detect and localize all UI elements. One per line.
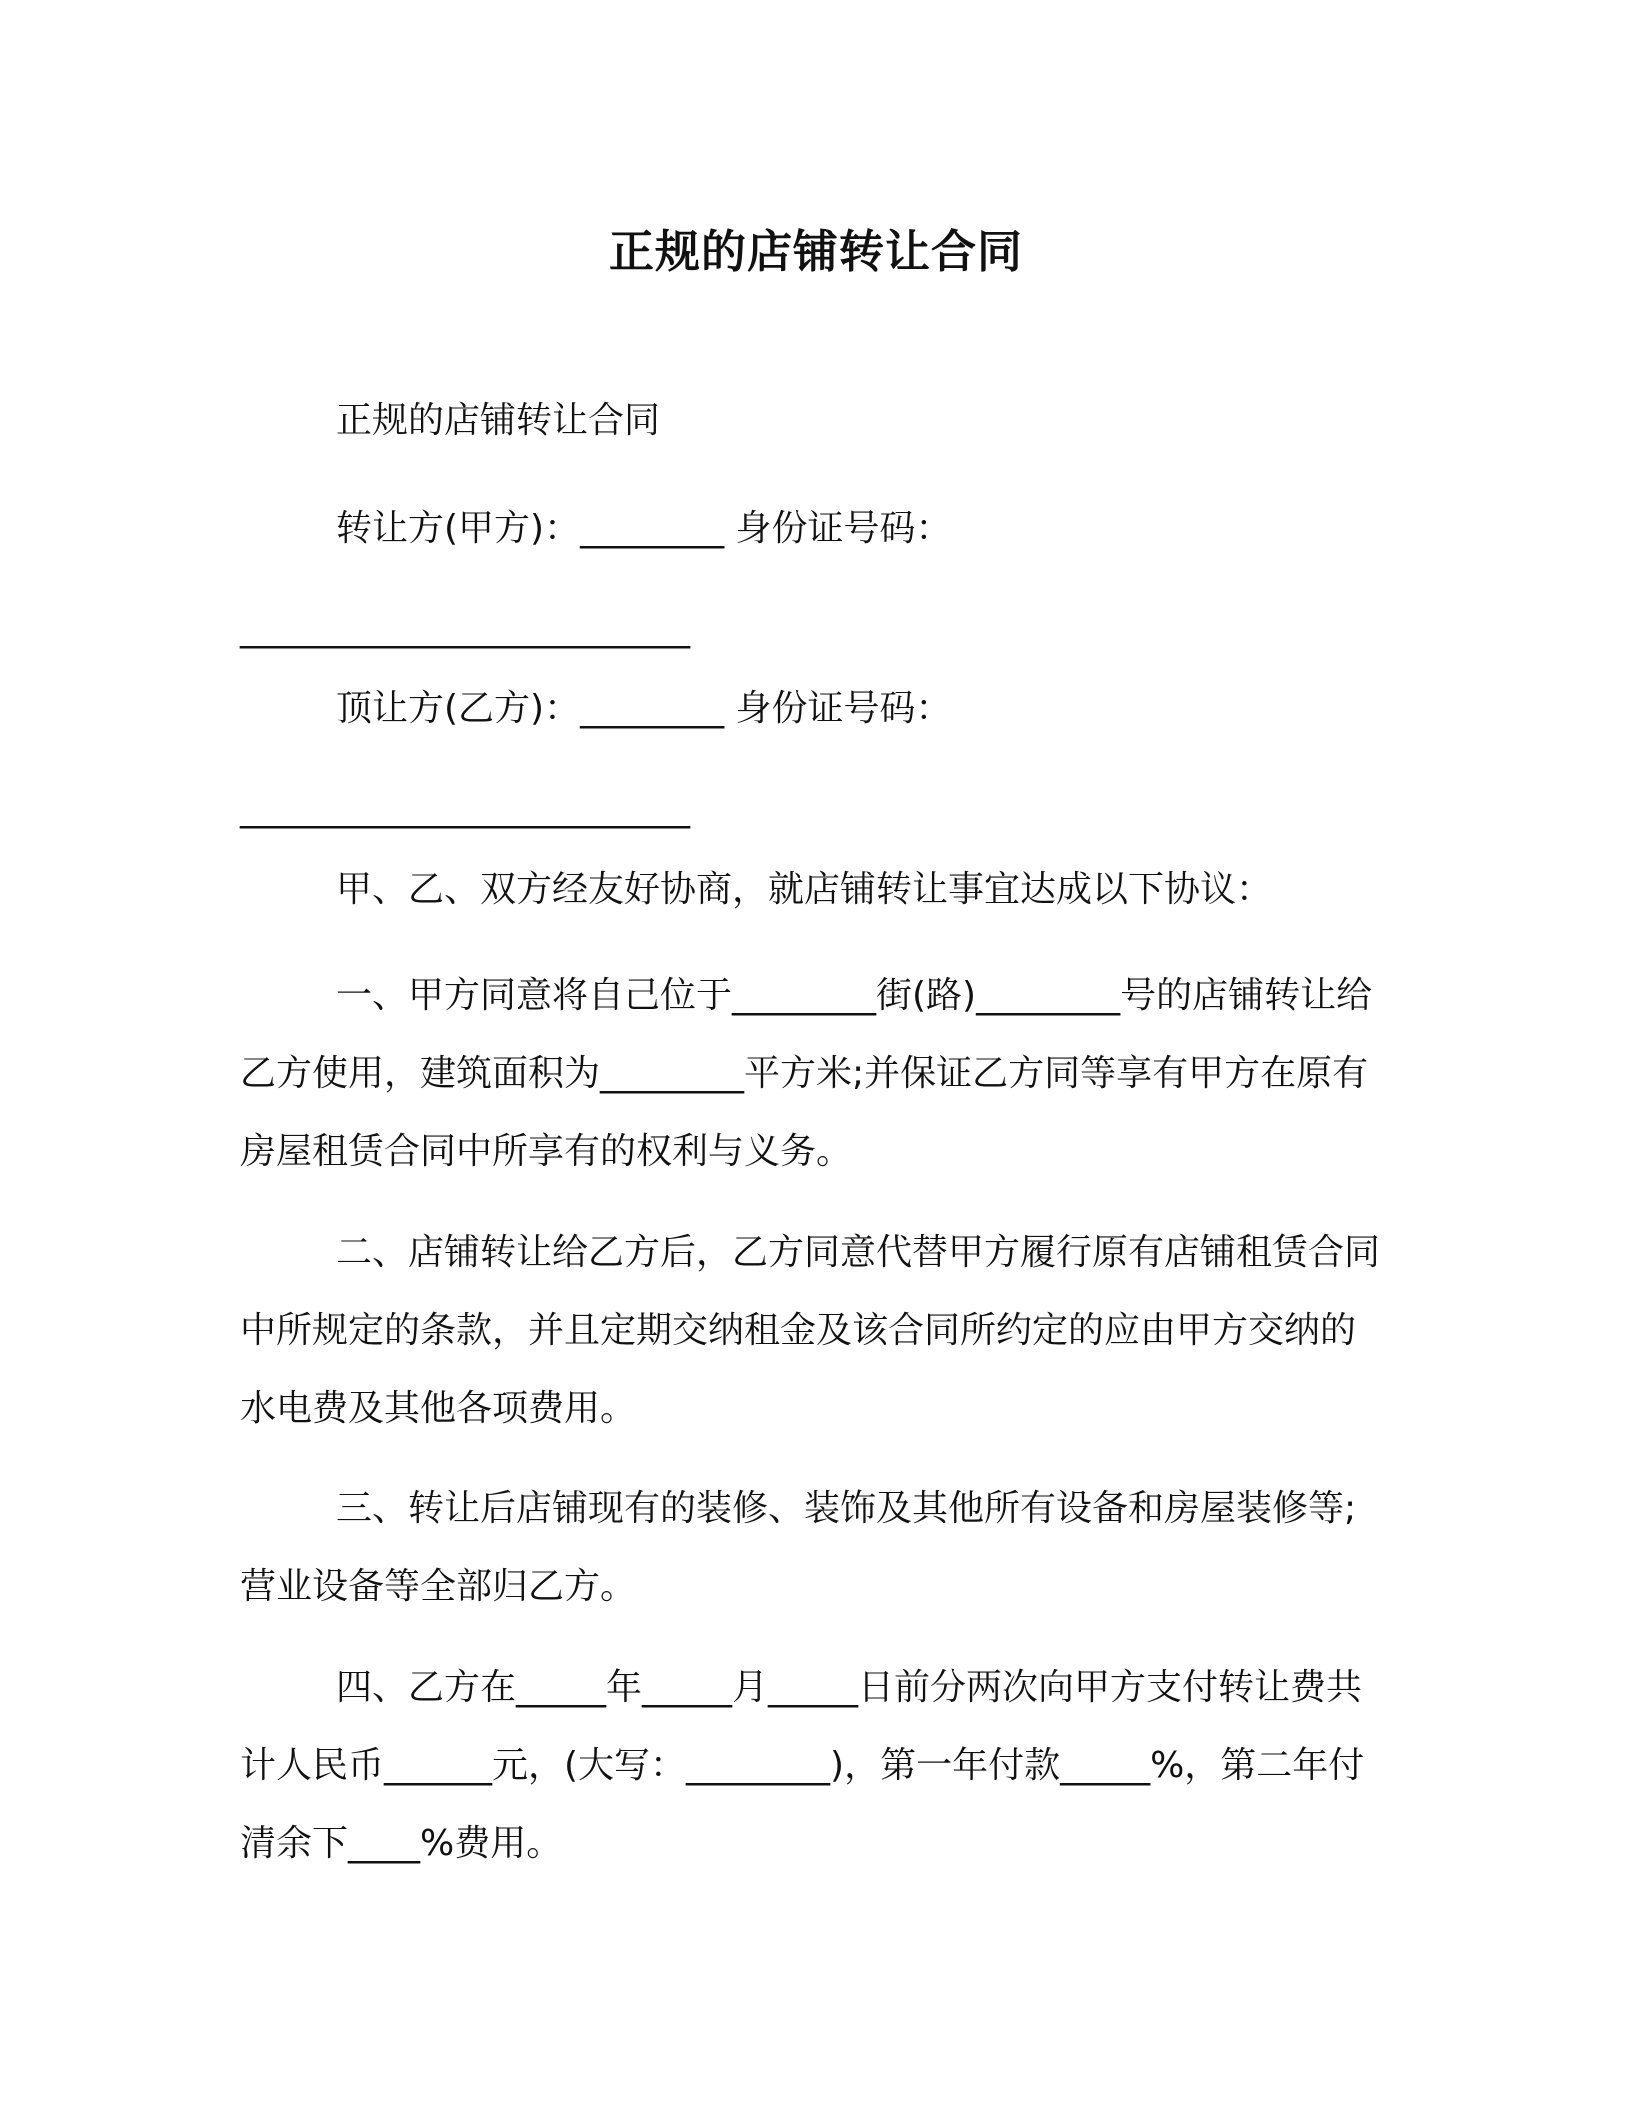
- paragraph-clause-3: 三、转让后店铺现有的装修、装饰及其他所有设备和房屋装修等;营业设备等全部归乙方。: [240, 1488, 1357, 1607]
- paragraph-clause-4: 四、乙方在_____年_____月_____日前分两次向甲方支付转让费共计人民币______元，(大写：________)，第一年付款_____%，第二年付清余下____%费用。: [240, 1667, 1365, 1864]
- paragraph-clause-1: 一、甲方同意将自己位于________街(路)________号的店铺转让给乙方使用，建筑面积为________平方米;并保证乙方同等享有甲方在原有房屋租赁合同中所享有的权利与义务。: [240, 975, 1373, 1172]
- paragraph-heading: 正规的店铺转让合同: [336, 400, 661, 441]
- paragraph-transferee: 顶让方(乙方)：________ 身份证号码：: [336, 688, 952, 729]
- paragraph-transferee-id-line: _________________________: [240, 788, 690, 829]
- paragraph-transferor-id-line: _________________________: [240, 608, 690, 649]
- paragraph-transferor: 转让方(甲方)：________ 身份证号码：: [336, 508, 952, 549]
- document-title: 正规的店铺转让合同: [608, 225, 1023, 278]
- paragraph-preamble: 甲、乙、双方经友好协商，就店铺转让事宜达成以下协议：: [336, 869, 1273, 910]
- paragraph-clause-2: 二、店铺转让给乙方后，乙方同意代替甲方履行原有店铺租赁合同中所规定的条款，并且定期交纳租金及该合同所约定的应由甲方交纳的水电费及其他各项费用。: [240, 1232, 1381, 1429]
